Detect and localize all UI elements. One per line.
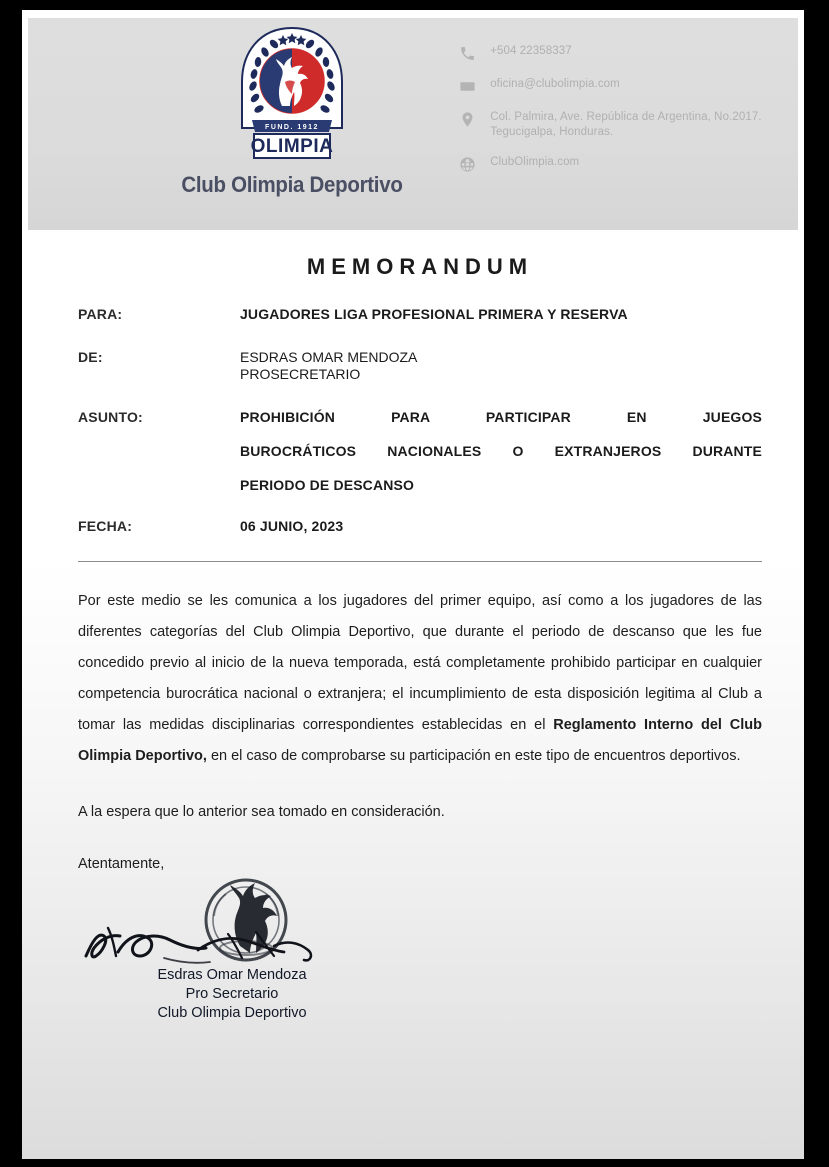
handwritten-signature (78, 922, 338, 970)
field-asunto-line1: PROHIBICIÓN PARA PARTICIPAR EN JUEGOS (240, 409, 762, 425)
email-icon (459, 78, 476, 95)
phone-icon (459, 45, 476, 62)
field-para-label: PARA: (78, 306, 123, 322)
memo-sheet (22, 230, 804, 1024)
contact-address-text: Col. Palmira, Ave. República de Argentina, No.2017. Tegucigalpa, Honduras. (490, 111, 762, 138)
field-de (78, 349, 762, 383)
contact-website (459, 155, 798, 173)
signoff-line: Atentamente, (78, 856, 165, 872)
signature-names (72, 966, 392, 1023)
field-asunto-value (240, 409, 762, 494)
field-de-value-line2: PROSECRETARIO (240, 366, 361, 382)
field-para-value: JUGADORES LIGA PROFESIONAL PRIMERA Y RESERVA (240, 306, 628, 322)
contact-address (459, 110, 798, 140)
signature-name: Esdras Omar Mendoza (157, 967, 307, 983)
contact-phone-text: +504 22358337 (490, 45, 572, 57)
header-divider (78, 561, 762, 562)
field-fecha (78, 518, 762, 535)
contact-website-text: ClubOlimpia.com (490, 156, 580, 168)
contact-phone (459, 44, 798, 62)
globe-icon (459, 156, 476, 173)
memorandum-document (22, 10, 804, 1159)
brand-name: Club Olimpia Deportivo (180, 172, 403, 197)
location-icon (459, 111, 476, 128)
signature-organization: Club Olimpia Deportivo (157, 1005, 307, 1021)
signature-area (72, 874, 762, 1024)
field-fecha-value: 06 JUNIO, 2023 (240, 518, 344, 534)
contact-email-text: oficina@clubolimpia.com (490, 78, 620, 90)
letterhead (28, 18, 798, 230)
body-paragraph (78, 586, 762, 772)
body-paragraph-part2: en el caso de comprobarse su participación en este tipo de encuentros deportivos. (206, 748, 741, 764)
body-paragraph-bold: Reglamento Interno del Club Olimpia Deportivo, (78, 717, 762, 764)
field-de-value-line1: ESDRAS OMAR MENDOZA (240, 349, 418, 365)
svg-text:FUND. 1912: FUND. 1912 (264, 124, 319, 131)
field-asunto (78, 409, 762, 494)
contact-email (459, 77, 798, 95)
field-asunto-label: ASUNTO: (78, 409, 143, 425)
field-asunto-line3: PERIODO DE DESCANSO (240, 477, 414, 493)
field-para (78, 306, 762, 323)
brand-block (28, 18, 459, 198)
field-de-label: DE: (78, 349, 103, 365)
field-de-value (240, 349, 762, 383)
olimpia-crest-logo (230, 24, 354, 170)
closing-line: A la espera que lo anterior sea tomado en consideración. (78, 804, 445, 820)
field-asunto-line2: BUROCRÁTICOS NACIONALES O EXTRANJEROS DURANTE (240, 443, 762, 459)
field-fecha-label: FECHA: (78, 518, 133, 534)
body-paragraph-part1: Por este medio se les comunica a los jugadores del primer equipo, así como a los jugadores de las diferentes categorías del Club Olimpia Deportivo, que durante el periodo de descanso que les fue concedido previo al inicio de la nueva temporada, está completamente prohibido participar en cualquier competencia burocrática nacional o extranjera; el incumplimiento de esta disposición legitima al Club a tomar las medidas disciplinarias correspondientes establecidas en el (78, 593, 762, 733)
signature-position: Pro Secretario (185, 986, 279, 1002)
contact-info-list (459, 18, 798, 173)
svg-text:OLIMPIA: OLIMPIA (250, 136, 333, 157)
memo-title: MEMORANDUM (306, 254, 534, 279)
